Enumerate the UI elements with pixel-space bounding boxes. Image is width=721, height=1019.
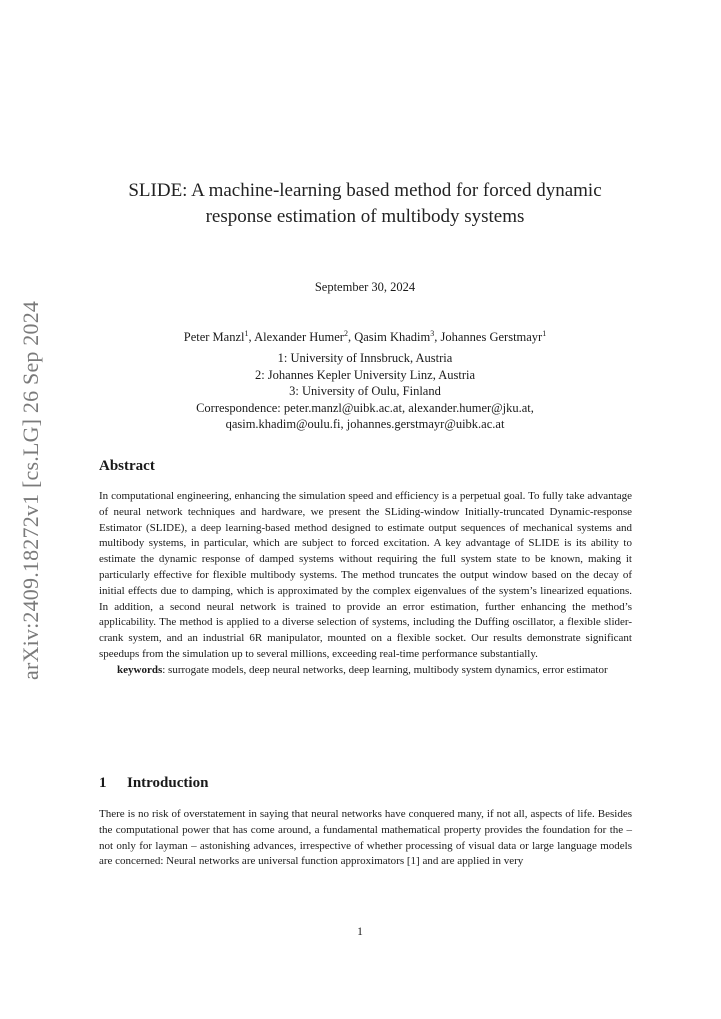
paper-title [80, 178, 650, 230]
section-heading-introduction [99, 775, 208, 792]
author-affiliation-mark: 3 [430, 329, 435, 338]
introduction-paragraph: There is no risk of overstatement in saying that neural networks have conquered many, if not all, aspects of life. Besides the computational power that has come around, a fundamental mathematical property provides the foundation for the – not only for layman – astonishing advances, irrespective of whether processing of visual data or large language models are concerned: Neural networks are universal function approximators [1] and are applied in very [99, 808, 632, 868]
author-affiliation-mark: 1 [244, 329, 249, 338]
author-list [80, 329, 650, 345]
correspondence-line: Correspondence: peter.manzl@uibk.ac.at, alexander.humer@jku.at, [196, 400, 534, 415]
section-title: Introduction [127, 775, 209, 791]
introduction-body [99, 807, 632, 870]
author [354, 330, 440, 344]
abstract-body [99, 489, 632, 679]
arxiv-identifier-stamp: arXiv:2409.18272v1 [cs.LG] 26 Sep 2024 [18, 300, 43, 680]
author-separator: , [347, 330, 355, 344]
keywords-label: keywords [117, 663, 163, 676]
page-number: 1 [357, 926, 363, 938]
section-number: 1 [99, 775, 107, 791]
author-name: Johannes Gerstmayr [440, 330, 543, 344]
affiliation-line: 3: University of Oulu, Finland [289, 384, 441, 398]
paper-date: September 30, 2024 [314, 280, 416, 294]
author-name: Peter Manzl [183, 330, 245, 344]
correspondence-line: qasim.khadim@oulu.fi, johannes.gerstmayr@uibk.ac.at [225, 417, 505, 431]
title-line-1: SLIDE: A machine-learning based method for forced dynamic [128, 180, 602, 201]
author-affiliation-mark: 1 [542, 329, 547, 338]
affiliation-line: 1: University of Innsbruck, Austria [277, 351, 453, 365]
author-affiliation-mark: 2 [343, 329, 348, 338]
affiliations [80, 350, 650, 433]
author-name: Alexander Humer [254, 330, 344, 344]
author-separator: , [434, 330, 441, 344]
author [441, 330, 547, 344]
keywords-text: : surrogate models, deep neural networks, deep learning, multibody system dynamics, error estimator [162, 663, 608, 676]
keywords-paragraph [99, 663, 632, 679]
author [184, 330, 254, 344]
author [254, 330, 354, 344]
title-line-2: response estimation of multibody systems [205, 206, 525, 227]
abstract-heading: Abstract [99, 458, 155, 474]
abstract-paragraph: In computational engineering, enhancing the simulation speed and efficiency is a perpetual goal. To fully take advantage of neural network techniques and hardware, we present the SLiding-window Initially-truncated Dynamic-response Estimator (SLIDE), a deep learning-based method designed to estimate output sequences of mechanical systems and multibody systems, in particular, which are subject to forced excitation. A key advantage of SLIDE is its ability to estimate the dynamic response of damped systems without requiring the full system state to be known, making it particularly effective for flexible multibody systems. The method truncates the output window based on the decay of initial effects due to damping, which is approximated by the complex eigenvalues of the system’s linearized equations. In addition, a second neural network is trained to provide an error estimation, further enhancing the method’s applicability. The method is applied to a diverse selection of systems, including the Duffing oscillator, a flexible slider-crank system, and an industrial 6R manipulator, mounted on a flexible socket. Our results demonstrate significant speedups from the simulation up to several millions, exceeding real-time performance substantially. [99, 490, 632, 660]
affiliation-line: 2: Johannes Kepler University Linz, Austria [254, 367, 476, 382]
author-separator: , [248, 330, 255, 344]
author-name: Qasim Khadim [354, 330, 431, 344]
